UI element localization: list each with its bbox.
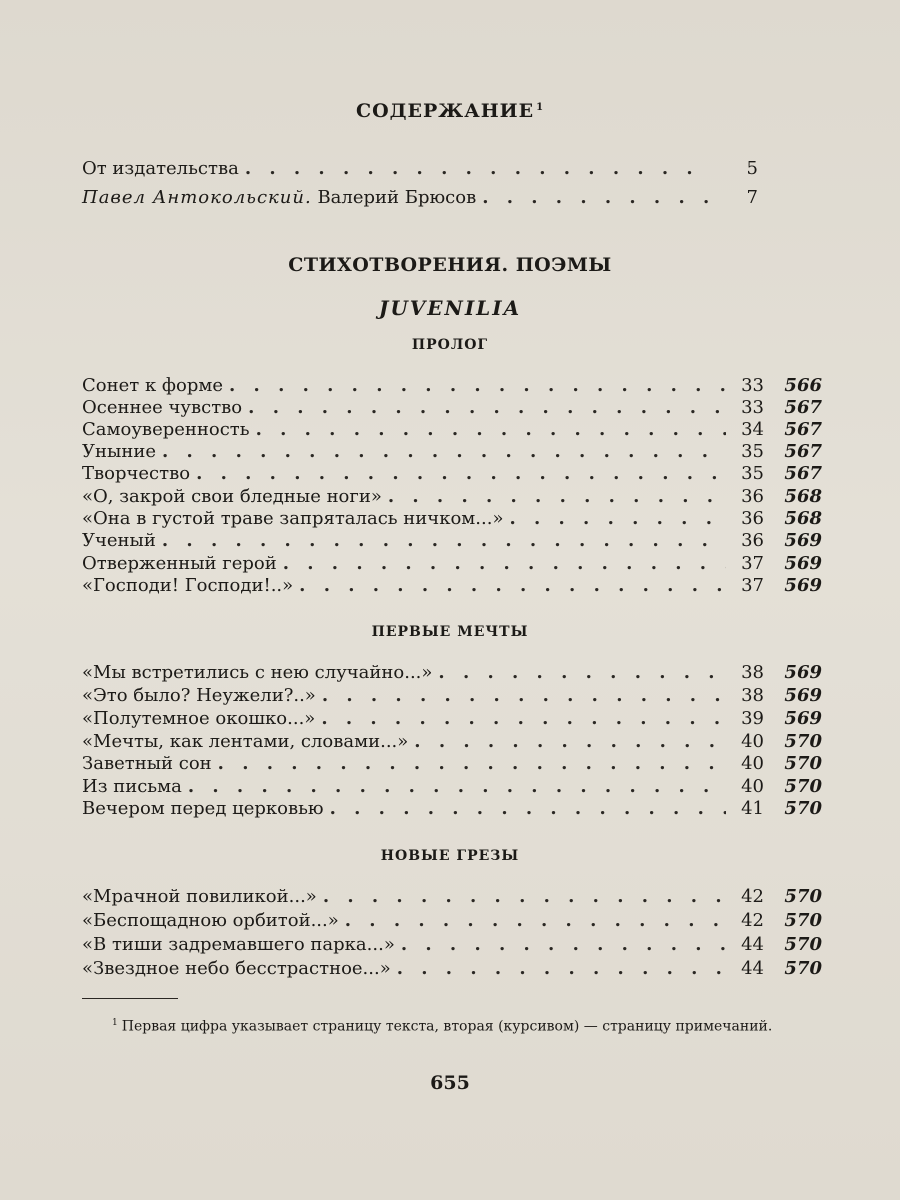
- footnote: [82, 1012, 822, 1038]
- toc-entry-note-page: 570: [784, 731, 822, 752]
- toc-entry-note-page: 569: [784, 685, 822, 706]
- dot-leader: [218, 753, 726, 775]
- page-number: 655: [430, 1072, 470, 1094]
- dot-leader: [322, 685, 726, 707]
- toc-entry-title: Уныние: [82, 441, 156, 462]
- dot-leader: [321, 708, 726, 730]
- dot-leader: [299, 575, 726, 597]
- footnote-rule: [82, 998, 178, 999]
- part-title: JUVENILIA: [378, 296, 522, 320]
- toc-entry-page: 35: [741, 463, 764, 484]
- dot-leader: [256, 419, 726, 441]
- toc-entry-title: Сонет к форме: [82, 375, 224, 396]
- toc-entry-page: 5: [746, 158, 758, 179]
- toc-entry-page: 42: [741, 886, 764, 907]
- toc-entry-title: Из письма: [82, 776, 182, 797]
- toc-entry-note-page: 567: [784, 463, 822, 484]
- page-title: [0, 100, 900, 122]
- toc-entry-note-page: 568: [784, 508, 822, 529]
- group-title: НОВЫЕ ГРЕЗЫ: [380, 848, 520, 864]
- toc-entry-note-page: 570: [784, 886, 822, 907]
- toc-entry-page: 35: [741, 441, 764, 462]
- toc-entry: [82, 187, 822, 209]
- toc-entry-page: 7: [746, 187, 758, 208]
- toc-entry-page: 33: [741, 375, 764, 396]
- toc-entry-note-page: 570: [784, 776, 822, 797]
- toc-entry-note-page: 570: [784, 958, 822, 979]
- dot-leader: [397, 958, 726, 980]
- dot-leader: [482, 187, 712, 209]
- toc-entry: [82, 798, 822, 820]
- toc-entry-page: 39: [741, 708, 764, 729]
- dot-leader: [245, 158, 712, 180]
- toc-entry-title: «Господи! Господи!..»: [82, 575, 294, 596]
- toc-entry-page: 44: [741, 934, 764, 955]
- toc-entry-title-text: Валерий Брюсов: [311, 187, 477, 208]
- dot-leader: [345, 910, 726, 932]
- toc-entry: [82, 662, 822, 684]
- group-title: ПРОЛОГ: [411, 337, 489, 353]
- toc-entry-note-page: 567: [784, 441, 822, 462]
- toc-entry-note-page: 570: [784, 910, 822, 931]
- toc-entry-title: «В тиши задремавшего парка...»: [82, 934, 395, 955]
- toc-entry: [82, 753, 822, 775]
- toc-entry-title: Отверженный герой: [82, 553, 277, 574]
- toc-entry: [82, 397, 822, 419]
- toc-entry-title: Самоуверенность: [82, 419, 250, 440]
- toc-entry-note-page: 569: [784, 662, 822, 683]
- page-title-text: СОДЕРЖАНИЕ: [355, 100, 535, 122]
- toc-entry-page: 37: [741, 575, 764, 596]
- toc-entry-note-page: 567: [784, 397, 822, 418]
- toc-entry-page: 38: [741, 662, 764, 683]
- dot-leader: [248, 397, 726, 419]
- toc-entry: [82, 441, 822, 463]
- toc-entry-page: 42: [741, 910, 764, 931]
- toc-entry-note-page: 569: [784, 553, 822, 574]
- toc-entry: [82, 575, 822, 597]
- group-title: ПЕРВЫЕ МЕЧТЫ: [371, 624, 529, 640]
- dot-leader: [509, 508, 726, 530]
- toc-entry-author: Павел Антокольский.: [82, 187, 312, 208]
- toc-entry: [82, 486, 822, 508]
- dot-leader: [283, 553, 726, 575]
- toc-entry-title: «Мрачной повиликой...»: [82, 886, 317, 907]
- toc-entry-note-page: 569: [784, 708, 822, 729]
- dot-leader: [229, 375, 726, 397]
- dot-leader: [438, 662, 726, 684]
- toc-entry-title: «Она в густой траве запряталась ничком...»: [82, 508, 504, 529]
- toc-entry-title: «Полутемное окошко...»: [82, 708, 316, 729]
- toc-entry-title: «Это было? Неужели?..»: [82, 685, 316, 706]
- toc-entry-title: «О, закрой свои бледные ноги»: [82, 486, 382, 507]
- toc-entry-note-page: 566: [784, 375, 822, 396]
- dot-leader: [162, 441, 726, 463]
- footnote-marker: 1: [112, 1018, 118, 1028]
- toc-entry-title: От издательства: [82, 158, 239, 179]
- toc-entry: [82, 934, 822, 956]
- toc-entry-note-page: 570: [784, 934, 822, 955]
- toc-entry-note-page: 567: [784, 419, 822, 440]
- toc-entry-page: 34: [741, 419, 764, 440]
- section-title: СТИХОТВОРЕНИЯ. ПОЭМЫ: [288, 254, 612, 276]
- toc-entry: [82, 419, 822, 441]
- toc-entry: [82, 375, 822, 397]
- toc-entry-title: «Мечты, как лентами, словами...»: [82, 731, 409, 752]
- toc-entry-title: Заветный сон: [82, 753, 212, 774]
- toc-entry-page: 36: [741, 530, 764, 551]
- dot-leader: [388, 486, 726, 508]
- dot-leader: [188, 776, 726, 798]
- dot-leader: [330, 798, 726, 820]
- toc-entry-title: «Мы встретились с нею случайно...»: [82, 662, 433, 683]
- dot-leader: [401, 934, 726, 956]
- toc-entry-page: 44: [741, 958, 764, 979]
- toc-entry: [82, 776, 822, 798]
- toc-entry-page: 40: [741, 776, 764, 797]
- toc-entry-page: 40: [741, 753, 764, 774]
- toc-entry: [82, 463, 822, 485]
- toc-entry-note-page: 570: [784, 753, 822, 774]
- toc-entry-page: 40: [741, 731, 764, 752]
- toc-entry-title: Творчество: [82, 463, 191, 484]
- dot-leader: [414, 731, 726, 753]
- toc-entry-page: 38: [741, 685, 764, 706]
- toc-entry: [82, 553, 822, 575]
- toc-entry: [82, 910, 822, 932]
- title-footnote-marker: 1: [536, 101, 545, 113]
- footnote-text: Первая цифра указывает страницу текста, вторая (курсивом) — страницу примечаний.: [121, 1018, 773, 1035]
- toc-entry-page: 33: [741, 397, 764, 418]
- dot-leader: [162, 530, 726, 552]
- toc-entry-note-page: 569: [784, 575, 822, 596]
- toc-entry-title: Ученый: [82, 530, 156, 551]
- toc-entry-page: 36: [741, 508, 764, 529]
- toc-entry: [82, 886, 822, 908]
- toc-entry: [82, 731, 822, 753]
- toc-entry: [82, 958, 822, 980]
- dot-leader: [323, 886, 726, 908]
- toc-entry-page: 41: [741, 798, 764, 819]
- toc-entry-title: Осеннее чувство: [82, 397, 243, 418]
- toc-entry: [82, 158, 822, 180]
- toc-entry: [82, 685, 822, 707]
- toc-entry-title: Вечером перед церковью: [82, 798, 324, 819]
- dot-leader: [196, 463, 726, 485]
- toc-entry-title: [82, 187, 476, 209]
- toc-entry-note-page: 568: [784, 486, 822, 507]
- toc-entry-note-page: 569: [784, 530, 822, 551]
- toc-entry-note-page: 570: [784, 798, 822, 819]
- toc-entry-page: 37: [741, 553, 764, 574]
- toc-entry: [82, 708, 822, 730]
- toc-entry: [82, 530, 822, 552]
- toc-entry-title: «Беспощадною орбитой...»: [82, 910, 339, 931]
- toc-entry: [82, 508, 822, 530]
- toc-entry-page: 36: [741, 486, 764, 507]
- toc-entry-title: «Звездное небо бесстрастное...»: [82, 958, 391, 979]
